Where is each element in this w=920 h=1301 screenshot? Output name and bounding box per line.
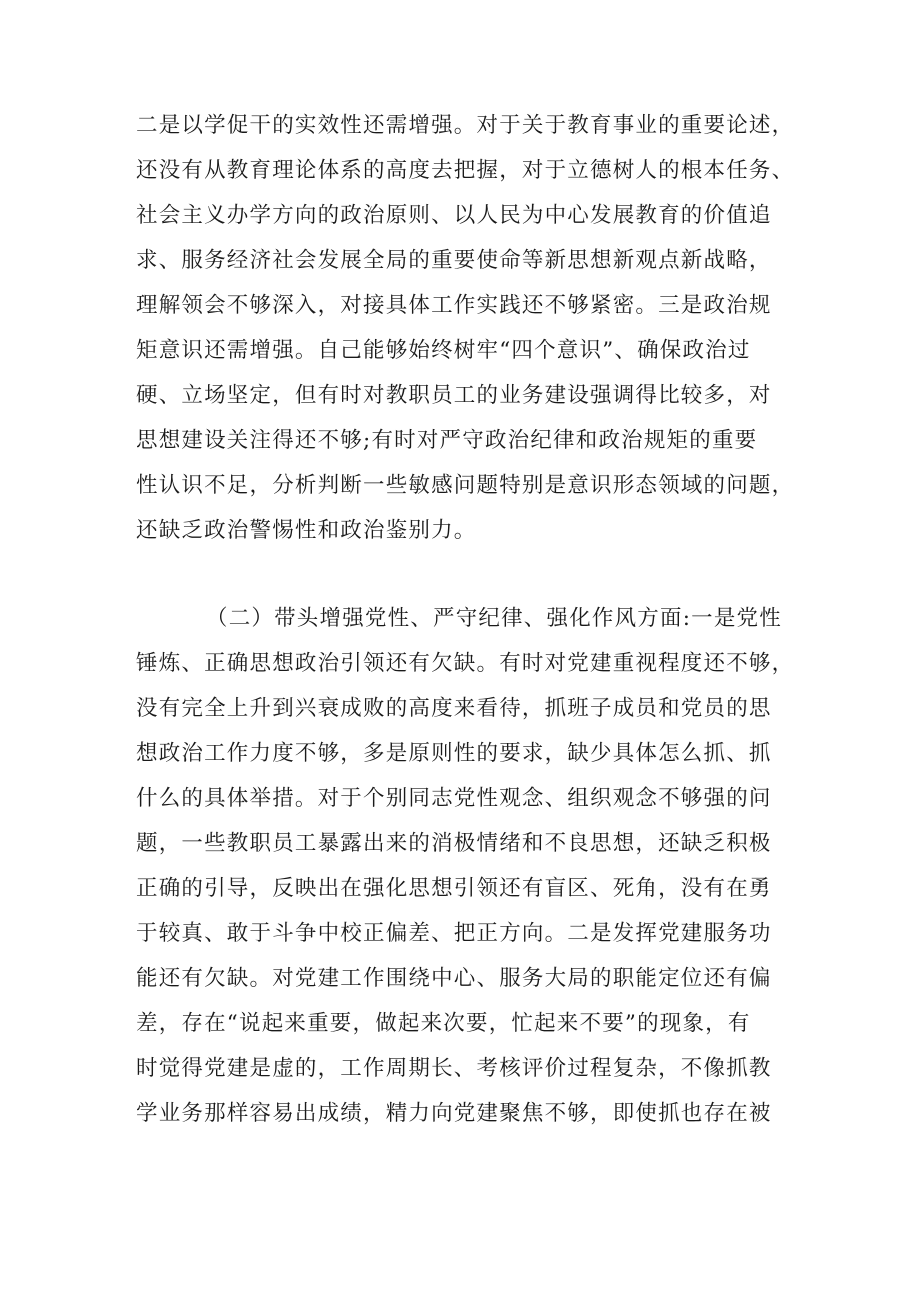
paragraph-1-line-9: 性认识不足，分析判断一些敏感问题特别是意识形态领域的问题， — [136, 473, 795, 498]
paragraph-1-line-5: 理解领会不够深入，对接具体工作实践还不够紧密。三是政治规 — [136, 293, 772, 318]
paragraph-1-line-2: 还没有从教育理论体系的高度去把握，对于立德树人的根本任务、 — [136, 158, 795, 183]
paragraph-2-line-1: （二）带头增强党性、严守纪律、强化作风方面:一是党性 — [206, 606, 782, 631]
paragraph-2-line-8: 于较真、敢于斗争中校正偏差、把正方向。二是发挥党建服务功 — [136, 921, 772, 946]
paragraph-2-line-4: 想政治工作力度不够，多是原则性的要求，缺少具体怎么抓、抓 — [136, 741, 772, 766]
paragraph-2-line-10: 差，存在“说起来重要，做起来次要，忙起来不要”的现象，有 — [136, 1011, 751, 1036]
paragraph-1-line-1: 二是以学促干的实效性还需增强。对于关于教育事业的重要论述， — [136, 113, 795, 138]
paragraph-1-line-7: 硬、立场坚定，但有时对教职员工的业务建设强调得比较多，对 — [136, 383, 772, 408]
paragraph-2-line-3: 没有完全上升到兴衰成败的高度来看待，抓班子成员和党员的思 — [136, 696, 772, 721]
paragraph-2-line-7: 正确的引导，反映出在强化思想引领还有盲区、死角，没有在勇 — [136, 876, 772, 901]
paragraph-2-line-12: 学业务那样容易出成绩，精力向党建聚焦不够，即使抓也存在被 — [136, 1101, 772, 1126]
paragraph-1-line-4: 求、服务经济社会发展全局的重要使命等新思想新观点新战略， — [136, 248, 772, 273]
paragraph-1-line-6: 矩意识还需增强。自己能够始终树牢“四个意识”、确保政治过 — [136, 338, 751, 363]
paragraph-1-line-8: 思想建设关注得还不够;有时对严守政治纪律和政治规矩的重要 — [136, 428, 758, 453]
paragraph-1-line-10: 还缺乏政治警惕性和政治鉴别力。 — [136, 518, 477, 543]
paragraph-2-line-2: 锤炼、正确思想政治引领还有欠缺。有时对党建重视程度还不够， — [136, 651, 795, 676]
paragraph-2-line-9: 能还有欠缺。对党建工作围绕中心、服务大局的职能定位还有偏 — [136, 966, 772, 991]
paragraph-2-line-5: 什么的具体举措。对于个别同志党性观念、组织观念不够强的问 — [136, 786, 772, 811]
paragraph-2-line-6: 题，一些教职员工暴露出来的消极情绪和不良思想，还缺乏积极 — [136, 831, 772, 856]
paragraph-2-line-11: 时觉得党建是虚的，工作周期长、考核评价过程复杂，不像抓教 — [136, 1056, 772, 1081]
paragraph-1-line-3: 社会主义办学方向的政治原则、以人民为中心发展教育的价值追 — [136, 203, 772, 228]
